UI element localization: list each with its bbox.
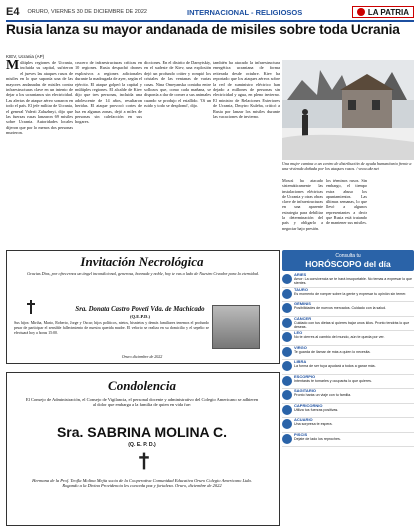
horoscope-sign (282, 302, 414, 317)
condolence-name: Sra. SABRINA MOLINA C. (56, 424, 228, 440)
sign-name: CAPRICORNIO (294, 403, 323, 408)
sign-text: Cuidado con tus dietas si quieres bajar unos kilos. Pronto tendrás lo que deseas. (294, 320, 410, 329)
horoscope-list (282, 273, 414, 447)
sign-text: La forma de ser tuya ayudará a todos a ganar más. (294, 364, 376, 369)
condolence-intro: El Consejo de Administración, el Consejo de Vigilancia, el personal docente y administrativo del Colegio Americano se adhieren al dolor que embarga a la familia de quien en vida fue: (25, 397, 259, 408)
sign-text: Pronto harás un viaje con tu familia. (294, 393, 352, 398)
sign-text: Intentarás te tomarles y ocuparás lo que quieres. (294, 378, 372, 383)
virgo-icon (282, 347, 292, 357)
article-byline: KIEV, Ucrania (AP) (6, 54, 45, 59)
photo-illustration (282, 60, 414, 160)
article-subcolumn-2: los términos rusos. Sin embargo, el tiempo extra abuso los apuntamientos. Las últimas semanas, lo que llevó a algunos representantes a decir que Rusia está tratando de mantener sus misiles. (326, 178, 367, 226)
horoscope-sign (282, 360, 414, 375)
sign-text: Posibilidades de nuevos mercados. Cuidado con la salud. (294, 306, 387, 311)
aquarius-icon (282, 419, 292, 429)
logo-text: LA PATRIA (367, 7, 409, 17)
article-headline: Rusia lanza su mayor andanada de misiles sobre toda Ucrania (6, 22, 400, 37)
horoscope-sign (282, 418, 414, 433)
capricorn-icon (282, 405, 292, 415)
horoscope-sign (282, 433, 414, 448)
condolence-title: Condolencia (108, 378, 176, 393)
article-subcolumn-3 (370, 178, 414, 250)
sign-name: PISCIS (294, 432, 308, 437)
article-column-4: también ha atacado la infraestructura energética ucraniana de forma reiterada desde octubre. Kiev ha reportado que los ataques aéreos sobre la red de suministro eléctrico han dejado a millones de personas sin electricidad y agua, en pleno invierno. El ministro de Relaciones Exteriores de Ucrania, Dmytro Kuleba, criticó a Rusia por lanzar los misiles durante las vacaciones de invierno. (213, 60, 280, 120)
condolence-qepd: (Q. E. P. D.) (128, 442, 156, 448)
deceased-name: Sra. Donata Castro Poveti Vda. de Machicado (75, 306, 205, 313)
scorpio-icon (282, 376, 292, 386)
horoscope-sign (282, 375, 414, 390)
sign-name: CÁNCER (294, 316, 312, 321)
sign-name: GÉMINIS (294, 302, 311, 306)
horoscope-sign (282, 317, 414, 332)
pisces-icon (282, 434, 292, 444)
sign-text: Amor: La convivencia se te hará insoportable. No temas a expresar lo que sientes. (294, 277, 413, 286)
horoscope-banner-title: HORÓSCOPO del día (305, 258, 391, 269)
article-column-2: crucero de infraestructuras críticas en 10 regiones. Rusia despachó drones explosivos a regiones adicionales durante la madrugada de ayer, según el ejército. El ataque golpeó la capital y múltiples regiones. El alcalde de Kiev dijo que tres personas, incluida una adolescente de 14 años, resultaron heridas. El ataque provocó cortes de luz en algunas zonas, dejó a miles de personas sin calefacción en sus hogares. (75, 60, 142, 125)
cross-icon (26, 300, 36, 314)
obituary-verse: Gracias Dios, por ofrecernos un ángel incondicional, generosa, honrada y noble, hoy te vas a lado de Nuestro Creador para la eternidad. (27, 271, 259, 276)
section-title: INTERNACIONAL - RELIGIOSOS (186, 7, 303, 17)
sign-text: No te cierres al cambio del mundo, aún te queda por ver. (294, 335, 385, 340)
newspaper-logo[interactable] (352, 6, 414, 18)
condolence-body: Hermana de la Prof. Teofla Molina Mejía socia de la Cooperativa Comunidad Educativa Oruro Colegio Americano Ltda. Rogando a la Divina Providencia les conceda paz y fortaleza. Oruro, diciembre de 2022 (32, 478, 252, 489)
sign-name: SAGITARIO (294, 389, 316, 393)
issue-date: ORURO, VIERNES 30 DE DICIEMBRE DE 2022 (27, 9, 147, 15)
obituary-signature: Oruro diciembre de 2022 (121, 354, 163, 359)
aries-icon (282, 274, 292, 284)
horoscope-sign (282, 273, 414, 288)
cancer-icon (282, 318, 292, 328)
article-text: últiples regiones de Ucrania, incluida su capital, sufrieron el jueves las ataques rusos de misiles en lo que suponía una de las mayores andanadas de misiles contra infraestructuras clave en un intento de dejar a los ucranianos sin electricidad. Las alertas de ataque aéreo sonaron en todo el país. El jefe militar de Ucrania, el general Valerii Zaluzhnyi, dijo que las fuerzas rusas lanzaron 69 misiles sobre Ucrania. Autoridades locales dijeron que por lo menos dos personas murieron. (6, 60, 73, 136)
sign-text: Utiliza tus fuerzas positivas. (294, 407, 339, 412)
article-column-1 (6, 60, 73, 248)
article-photo (282, 60, 414, 160)
sign-name: ARIES (294, 273, 307, 277)
obituary-title: Invitación Necrológica (80, 254, 204, 269)
horoscope-sign (282, 404, 414, 419)
sagittarius-icon (282, 390, 292, 400)
sign-name: ACUARIO (294, 418, 313, 422)
sign-text: Es momento de romper sobre la gente y expresar tu opinión sin temer. (294, 291, 407, 296)
page-number: E4 (6, 6, 20, 18)
sign-name: TAURO (294, 287, 308, 292)
obituary-body: Sus hijos: Mirtha, Mario, Roberto, Jorge y Oscar; hijos políticos, nietos, bisnietos y demás familiares tenemos el profundo pesar de participar el sensible fallecimiento de nuestra querida madre. El velorio se realiza en su domicilio y el sepelio se efectuará hoy a horas 15:00. (14, 321, 209, 335)
cross-icon (138, 452, 150, 470)
article-subcolumn-1: Moscú ha atacado sistemáticamente las instalaciones eléctricas de Ucrania y otras obras clave de infraestructuras en una aparente estrategia para debilitar la determinación del país y obligarlo a negociar bajo presión. (282, 178, 323, 231)
taurus-icon (282, 289, 292, 299)
dropcap: M (6, 60, 20, 73)
sign-text: Te guarda de llamar de más a quien lo necesita. (294, 349, 371, 354)
deceased-qepd: (Q.E.P.D.) (130, 314, 150, 319)
condolence-box (6, 372, 280, 526)
libra-icon (282, 361, 292, 371)
leo-icon (282, 332, 292, 342)
page-header (6, 4, 414, 20)
logo-icon (357, 8, 365, 16)
horoscope-banner[interactable] (282, 250, 414, 271)
sign-name: LEO (294, 331, 303, 335)
horoscope-sign (282, 331, 414, 346)
sign-name: VIRGO (294, 345, 307, 350)
horoscope-sign (282, 346, 414, 361)
deceased-portrait (212, 305, 260, 349)
article-column-3: dicciones. En el distrito de Darnytskiy, en el sudeste de Kiev, una explosión dejó un profundo cráter y rompió los cristales de las ventanas de varias casas. Nina Omeyanska contaba entre sollozos que, como cada mañana, se disponía a dar de comer a sus animales cuando se produjo el estallido. 'Oí un ruido y todo se desplomó', dijo. (144, 60, 211, 109)
photo-caption: Una mujer camina a un centro de distribución de ayuda humanitaria frente a una vivienda dañada por los ataques rusos. / www.ukr.net (282, 161, 412, 171)
gemini-icon (282, 303, 292, 313)
sign-text: Dejate de lado los reproches. (294, 436, 341, 441)
sign-text: Una sorpresa te espera. (294, 422, 333, 427)
horoscope-banner-small: Consulta tu (335, 252, 361, 259)
sign-name: ESCORPIO (294, 374, 316, 379)
sign-name: LIBRA (294, 360, 307, 364)
horoscope-sign (282, 288, 414, 303)
horoscope-sign (282, 389, 414, 404)
